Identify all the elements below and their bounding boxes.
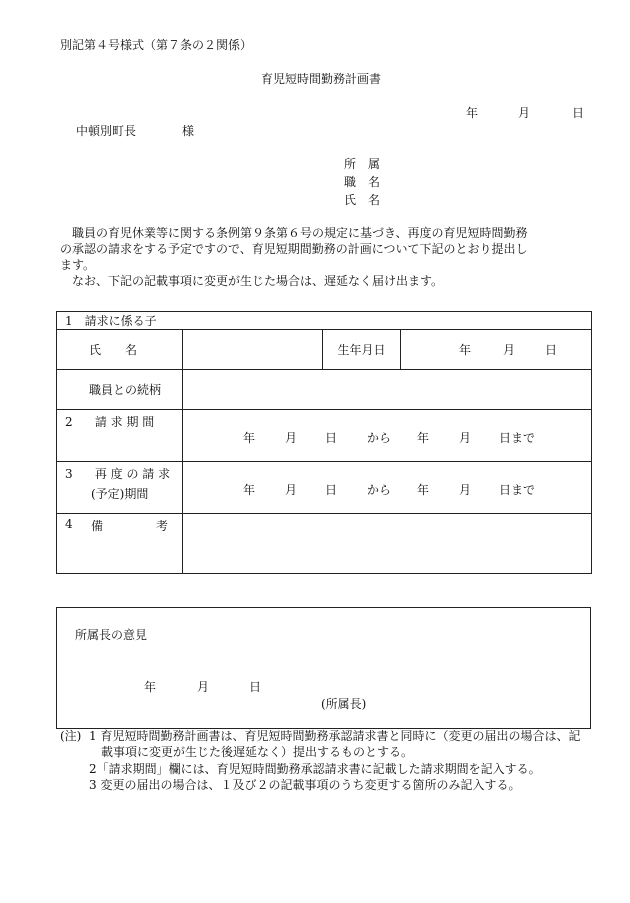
section1-heading: 1 請求に係る子	[57, 312, 592, 330]
body-line-4: なお、下記の記載事項に変更が生じた場合は、遅延なく届け出ます。	[72, 274, 444, 288]
repeat-end-month: 月	[459, 483, 472, 497]
note-1-line-1: 1 育児短時間勤務計画書は、育児短時間勤務承認請求書と同時に（変更の届出の場合は、記	[89, 729, 581, 743]
child-name-label: 氏 名	[89, 343, 138, 357]
body-line-1: 職員の育児休業等に関する条例第９条第６号の規定に基づき、再度の育児短時間勤務	[72, 226, 528, 240]
applicant-affiliation-label: 所 属	[344, 157, 381, 171]
period-end-month: 月	[459, 431, 472, 445]
period-fields	[183, 425, 591, 446]
repeat-from: から	[367, 483, 392, 497]
birthdate-fields	[401, 341, 591, 358]
remarks-label-wrap	[57, 517, 182, 534]
period-num: 2	[65, 415, 73, 429]
note-1-line-2: 載事項に変更が生じた後遅延なく）提出するものとする。	[101, 745, 414, 759]
remarks-input[interactable]	[183, 514, 592, 574]
form-identifier: 別記第４号様式（第７条の２関係）	[60, 38, 253, 52]
remarks-row	[57, 514, 592, 574]
submission-date-month: 月	[518, 106, 531, 120]
period-from: から	[367, 431, 392, 445]
birthdate-input[interactable]	[401, 330, 592, 370]
period-input[interactable]	[183, 410, 592, 462]
submission-date-day: 日	[572, 106, 585, 120]
period-label-cell	[57, 410, 183, 462]
supervisor-opinion-label: 所属長の意見	[75, 628, 148, 642]
request-table	[56, 311, 592, 574]
relation-row	[57, 370, 592, 410]
repeat-period-num: 3	[65, 467, 73, 481]
period-row	[57, 410, 592, 462]
body-line-2: の承認の請求をする予定ですので、育児短期間勤務の計画について下記のとおり提出し	[60, 242, 528, 256]
remarks-label-b: 考	[155, 519, 168, 533]
birthdate-day: 日	[545, 343, 558, 357]
supervisor-signatory: (所属長)	[321, 697, 367, 711]
repeat-period-row	[57, 462, 592, 514]
child-name-row	[57, 330, 592, 370]
repeat-period-label-line2: (予定)期間	[91, 487, 149, 501]
child-name-label-cell	[57, 330, 183, 370]
period-start-year: 年	[243, 431, 256, 445]
addressee-name: 中頓別町長	[76, 124, 137, 138]
repeat-start-month: 月	[285, 483, 298, 497]
section1-heading-row	[57, 312, 592, 330]
remarks-label-a: 備	[91, 519, 104, 533]
repeat-start-year: 年	[243, 483, 256, 497]
repeat-period-label-cell	[57, 462, 183, 514]
birthdate-month: 月	[503, 343, 516, 357]
period-end-year: 年	[417, 431, 430, 445]
body-line-3: ます。	[60, 258, 96, 272]
notes-prefix: (注)	[60, 729, 82, 743]
repeat-period-label-line1: 再 度 の 請 求	[94, 467, 171, 481]
child-name-input[interactable]	[183, 330, 323, 370]
period-until: 日まで	[499, 431, 536, 445]
period-start-month: 月	[285, 431, 298, 445]
document-title: 育児短時間勤務計画書	[260, 72, 381, 86]
opinion-date-day: 日	[249, 680, 262, 694]
birthdate-label: 生年月日	[323, 330, 401, 370]
note-2: 2「請求期間」欄には、育児短時間勤務承認請求書に記載した請求期間を記入する。	[89, 762, 541, 776]
relation-input[interactable]	[183, 370, 592, 410]
child-name-label-wrap	[57, 341, 182, 358]
birthdate-year: 年	[459, 343, 472, 357]
repeat-period-label-line1-wrap	[57, 465, 182, 482]
opinion-date-month: 月	[197, 680, 210, 694]
repeat-start-day: 日	[325, 483, 338, 497]
relation-label: 職員との続柄	[57, 370, 183, 410]
repeat-period-input[interactable]	[183, 462, 592, 514]
body-paragraph	[60, 225, 590, 289]
opinion-date-year: 年	[144, 680, 157, 694]
repeat-until: 日まで	[499, 483, 536, 497]
note-3: 3 変更の届出の場合は、１及び２の記載事項のうち変更する箇所のみ記入する。	[89, 778, 521, 792]
supervisor-opinion-box[interactable]	[56, 607, 591, 729]
period-label: 請 求 期 間	[94, 415, 155, 429]
period-start-day: 日	[325, 431, 338, 445]
submission-date-year: 年	[466, 106, 479, 120]
repeat-end-year: 年	[417, 483, 430, 497]
remarks-num: 4	[65, 517, 73, 531]
applicant-position-label: 職 名	[344, 175, 381, 189]
applicant-name-label: 氏 名	[344, 193, 381, 207]
repeat-period-fields	[183, 477, 591, 498]
remarks-label-cell	[57, 514, 183, 574]
addressee-honorific: 様	[182, 124, 195, 138]
